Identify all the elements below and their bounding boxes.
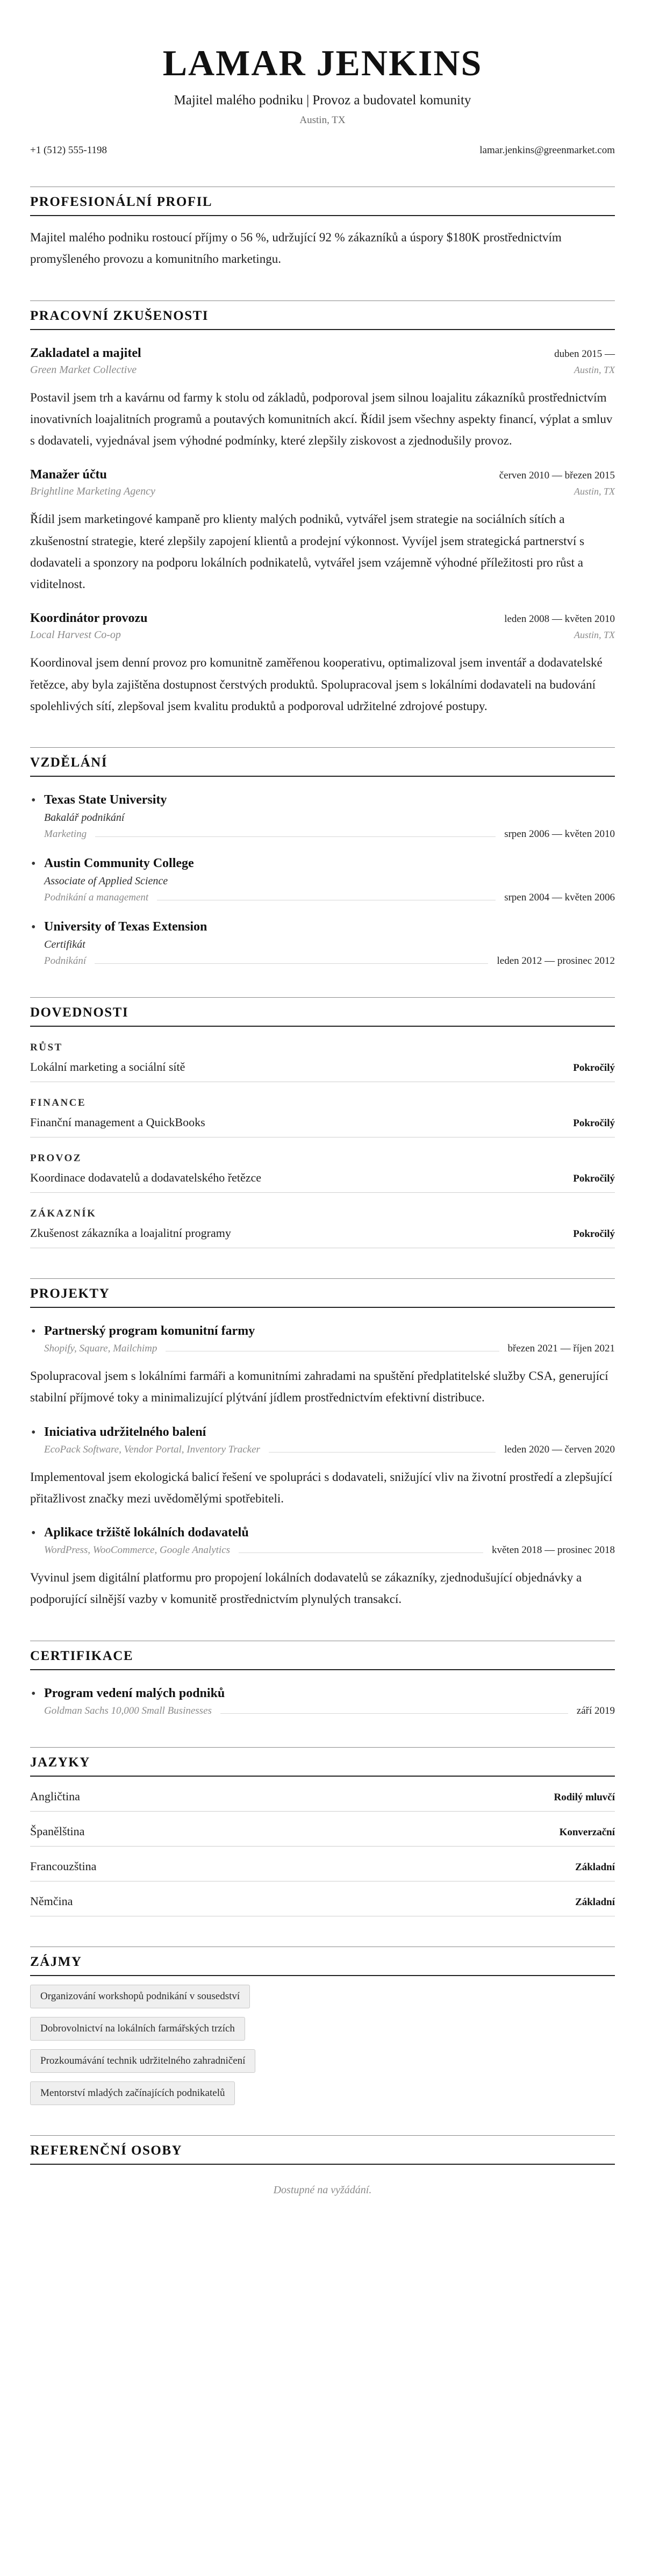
interest-tag: Prozkoumávání technik udržitelného zahradničení: [30, 2049, 255, 2073]
skill-row: [30, 1171, 615, 1193]
language-name: Španělština: [30, 1824, 85, 1838]
section-heading-references: REFERENČNÍ OSOBY: [30, 2135, 615, 2165]
skill-name: Lokální marketing a sociální sítě: [30, 1060, 185, 1074]
section-profile: [30, 187, 615, 270]
project-dates: květen 2018 — prosinec 2018: [491, 1544, 615, 1556]
section-skills: [30, 997, 615, 1248]
job-dates: duben 2015 —: [554, 348, 615, 360]
school-name: Austin Community College: [44, 856, 194, 870]
project-tools: Shopify, Square, Mailchimp: [44, 1343, 157, 1354]
education-dates: srpen 2004 — květen 2006: [504, 892, 615, 903]
skill-level: Pokročilý: [573, 1228, 615, 1240]
language-level: Rodilý mluvčí: [554, 1791, 615, 1803]
language-name: Francouzština: [30, 1859, 97, 1873]
skill-category: FINANCE: [30, 1097, 87, 1108]
candidate-location: Austin, TX: [299, 115, 346, 126]
job-company-row: [30, 629, 615, 641]
project-tools: WordPress, WooCommerce, Google Analytics: [44, 1544, 231, 1556]
leader-line: [95, 963, 488, 964]
contact-row: [30, 145, 615, 156]
skill-group: [30, 1208, 615, 1248]
degree: Associate of Applied Science: [44, 875, 168, 887]
experience-entry: [30, 346, 615, 452]
language-level: Základní: [575, 1896, 615, 1908]
project-head: [30, 1425, 615, 1456]
project-dates: leden 2020 — červen 2020: [504, 1443, 615, 1455]
job-title: Manažer účtu: [30, 468, 107, 482]
section-references: [30, 2135, 615, 2196]
job-description: Řídil jsem marketingové kampaně pro klienty malých podniků, vytvářel jsem strategie na sociálních sítích a zkušenostní strategie, které zlepšily zapojení klientů a prodejní výkonnost. Vyvíjel jsem strategická partnerství s dodavateli a sponzory na podporu lokálních podnikatelů, vytvářel jsem vzájemně výhodné příležitosti pro růst a viditelnost.: [30, 512, 585, 591]
language-level: Konverzační: [559, 1826, 615, 1838]
field-of-study: Podnikání: [44, 955, 87, 967]
skill-level: Pokročilý: [573, 1062, 615, 1074]
bullet-icon: •: [31, 857, 36, 871]
job-company-row: [30, 364, 615, 376]
project-description: Implementoval jsem ekologická balicí řešení ve spolupráci s dodavateli, snižující vliv na životní prostředí a zlepšující přitažlivost značky mezi uvědomělými spotřebiteli.: [30, 1470, 613, 1505]
language-row: [30, 1859, 615, 1881]
phone-number: +1 (512) 555-1198: [30, 145, 107, 156]
interest-tag: Dobrovolnictví na lokálních farmářských trzích: [30, 2017, 245, 2041]
bullet-icon: •: [31, 1526, 36, 1540]
skill-group: [30, 1097, 615, 1137]
skill-row: [30, 1060, 615, 1082]
section-education: [30, 747, 615, 967]
leader-line: [95, 836, 496, 837]
section-projects: [30, 1278, 615, 1611]
project-name: Partnerský program komunitní farmy: [44, 1324, 255, 1338]
language-name: Němčina: [30, 1894, 73, 1908]
project-head: [30, 1324, 615, 1355]
education-dates: leden 2012 — prosinec 2012: [497, 955, 615, 967]
project-head: [30, 1526, 615, 1556]
section-heading-experience: PRACOVNÍ ZKUŠENOSTI: [30, 300, 615, 330]
field-of-study: Marketing: [44, 828, 87, 840]
education-entry: [30, 920, 615, 967]
job-company: Brightline Marketing Agency: [30, 485, 155, 498]
job-title: Zakladatel a majitel: [30, 346, 141, 360]
project-entry: [30, 1324, 615, 1409]
skill-name: Finanční management a QuickBooks: [30, 1115, 205, 1129]
project-name: Iniciativa udržitelného balení: [44, 1425, 206, 1439]
experience-entry: [30, 468, 615, 595]
interest-tag: Mentorství mladých začínajících podnikatelů: [30, 2081, 235, 2105]
certification-name: Program vedení malých podniků: [44, 1686, 225, 1700]
section-heading-profile: PROFESIONÁLNÍ PROFIL: [30, 187, 615, 216]
skill-group: [30, 1153, 615, 1193]
education-detail-row: [44, 955, 615, 967]
bullet-icon: •: [31, 793, 36, 807]
skill-name: Zkušenost zákazníka a loajalitní programy: [30, 1226, 231, 1240]
certification-detail-row: [44, 1705, 615, 1717]
profile-summary: Majitel malého podniku rostoucí příjmy o 56 %, udržující 92 % zákazníků a úspory $180K prostřednictvím promyšleného provozu a komunitního marketingu.: [30, 231, 562, 266]
email-address: lamar.jenkins@greenmarket.com: [479, 145, 615, 156]
language-level: Základní: [575, 1861, 615, 1873]
project-detail-row: [44, 1544, 615, 1556]
section-heading-education: VZDĚLÁNÍ: [30, 747, 615, 777]
language-name: Angličtina: [30, 1789, 80, 1803]
language-row: [30, 1790, 615, 1812]
project-name: Aplikace tržiště lokálních dodavatelů: [44, 1526, 249, 1540]
job-dates: červen 2010 — březen 2015: [499, 470, 615, 482]
skill-name: Koordinace dodavatelů a dodavatelského řetězce: [30, 1171, 262, 1184]
interest-tag: Organizování workshopů podnikání v sousedství: [30, 1985, 250, 2008]
job-title-row: [30, 611, 615, 626]
section-heading-skills: DOVEDNOSTI: [30, 997, 615, 1027]
skill-category: PROVOZ: [30, 1153, 82, 1164]
certification-entry: [30, 1686, 615, 1717]
degree: Bakalář podnikání: [44, 812, 125, 824]
project-tools: EcoPack Software, Vendor Portal, Inventory Tracker: [44, 1443, 260, 1455]
skill-row: [30, 1226, 615, 1248]
project-dates: březen 2021 — říjen 2021: [507, 1343, 615, 1354]
job-title-row: [30, 346, 615, 361]
degree: Certifikát: [44, 939, 85, 950]
section-languages: [30, 1747, 615, 1916]
references-note: Dostupné na vyžádání.: [273, 2184, 372, 2196]
leader-line: [220, 1713, 568, 1714]
job-description: Koordinoval jsem denní provoz pro komunitně zaměřenou kooperativu, optimalizoval jsem inventář a dodavatelské řetězce, aby byla zajištěna dostupnost čerstvých produktů. Spolupracoval jsem s lokálními dodavateli na budování spolehlivých sítí, zlepšoval jsem kvalitu produktů a podporoval udržitelné zdrojové postupy.: [30, 656, 603, 713]
job-location: Austin, TX: [574, 629, 615, 641]
skill-level: Pokročilý: [573, 1173, 615, 1184]
section-heading-interests: ZÁJMY: [30, 1947, 615, 1976]
education-detail-row: [44, 892, 615, 904]
section-heading-languages: JAZYKY: [30, 1747, 615, 1777]
education-detail-row: [44, 828, 615, 840]
section-certifications: [30, 1641, 615, 1717]
leader-line: [239, 1552, 483, 1553]
language-row: [30, 1824, 615, 1847]
job-company-row: [30, 485, 615, 498]
job-title-row: [30, 468, 615, 482]
certification-issuer: Goldman Sachs 10,000 Small Businesses: [44, 1705, 212, 1716]
bullet-icon: •: [31, 920, 36, 934]
project-detail-row: [44, 1343, 615, 1355]
job-dates: leden 2008 — květen 2010: [504, 613, 615, 625]
skill-category: RŮST: [30, 1042, 63, 1053]
section-heading-certifications: CERTIFIKACE: [30, 1641, 615, 1670]
job-company: Local Harvest Co-op: [30, 629, 121, 641]
job-title: Koordinátor provozu: [30, 611, 148, 626]
language-row: [30, 1894, 615, 1916]
skill-row: [30, 1115, 615, 1137]
skill-level: Pokročilý: [573, 1118, 615, 1129]
school-name: Texas State University: [44, 793, 167, 807]
section-experience: [30, 300, 615, 718]
project-description: Vyvinul jsem digitální platformu pro propojení lokálních dodavatelů se zákazníky, zjednodušující objednávky a podporující silnější vazby v komunitě prostřednictvím plynulých transakcí.: [30, 1571, 582, 1606]
candidate-name: LAMAR JENKINS: [162, 42, 483, 83]
bullet-icon: •: [31, 1425, 36, 1440]
job-location: Austin, TX: [574, 364, 615, 375]
resume-header: [30, 34, 615, 156]
experience-entry: [30, 611, 615, 717]
project-description: Spolupracoval jsem s lokálními farmáři a komunitními zahradami na spuštění předplatitelské služby CSA, generující stabilní příjmové toky a minimalizující plýtvání jídlem prostřednictvím efektivní distribuce.: [30, 1369, 608, 1405]
education-entry: [30, 856, 615, 904]
section-heading-projects: PROJEKTY: [30, 1278, 615, 1308]
job-description: Postavil jsem trh a kavárnu od farmy k stolu od základů, podporoval jsem silnou loajalitu zákazníků prostřednictvím inovativních loajalitních programů a poutavých komunitních akcí. Řídil jsem všechny aspekty financí, výplat a smluv s dodavateli, vyjednával jsem výhodné podmínky, které zlepšily ziskovost a zjednodušily provoz.: [30, 390, 613, 447]
job-location: Austin, TX: [574, 486, 615, 497]
school-name: University of Texas Extension: [44, 920, 207, 934]
project-detail-row: [44, 1444, 615, 1456]
skill-category: ZÁKAZNÍK: [30, 1208, 97, 1219]
project-entry: [30, 1425, 615, 1510]
section-interests: [30, 1947, 615, 2105]
skill-group: [30, 1042, 615, 1082]
field-of-study: Podnikání a management: [44, 892, 149, 903]
bullet-icon: •: [31, 1325, 36, 1339]
certification-date: září 2019: [576, 1705, 615, 1716]
education-dates: srpen 2006 — květen 2010: [504, 828, 615, 840]
project-entry: [30, 1526, 615, 1611]
bullet-icon: •: [31, 1686, 36, 1701]
education-entry: [30, 793, 615, 840]
job-company: Green Market Collective: [30, 363, 137, 376]
candidate-title: Majitel malého podniku | Provoz a budovatel komunity: [174, 93, 471, 108]
